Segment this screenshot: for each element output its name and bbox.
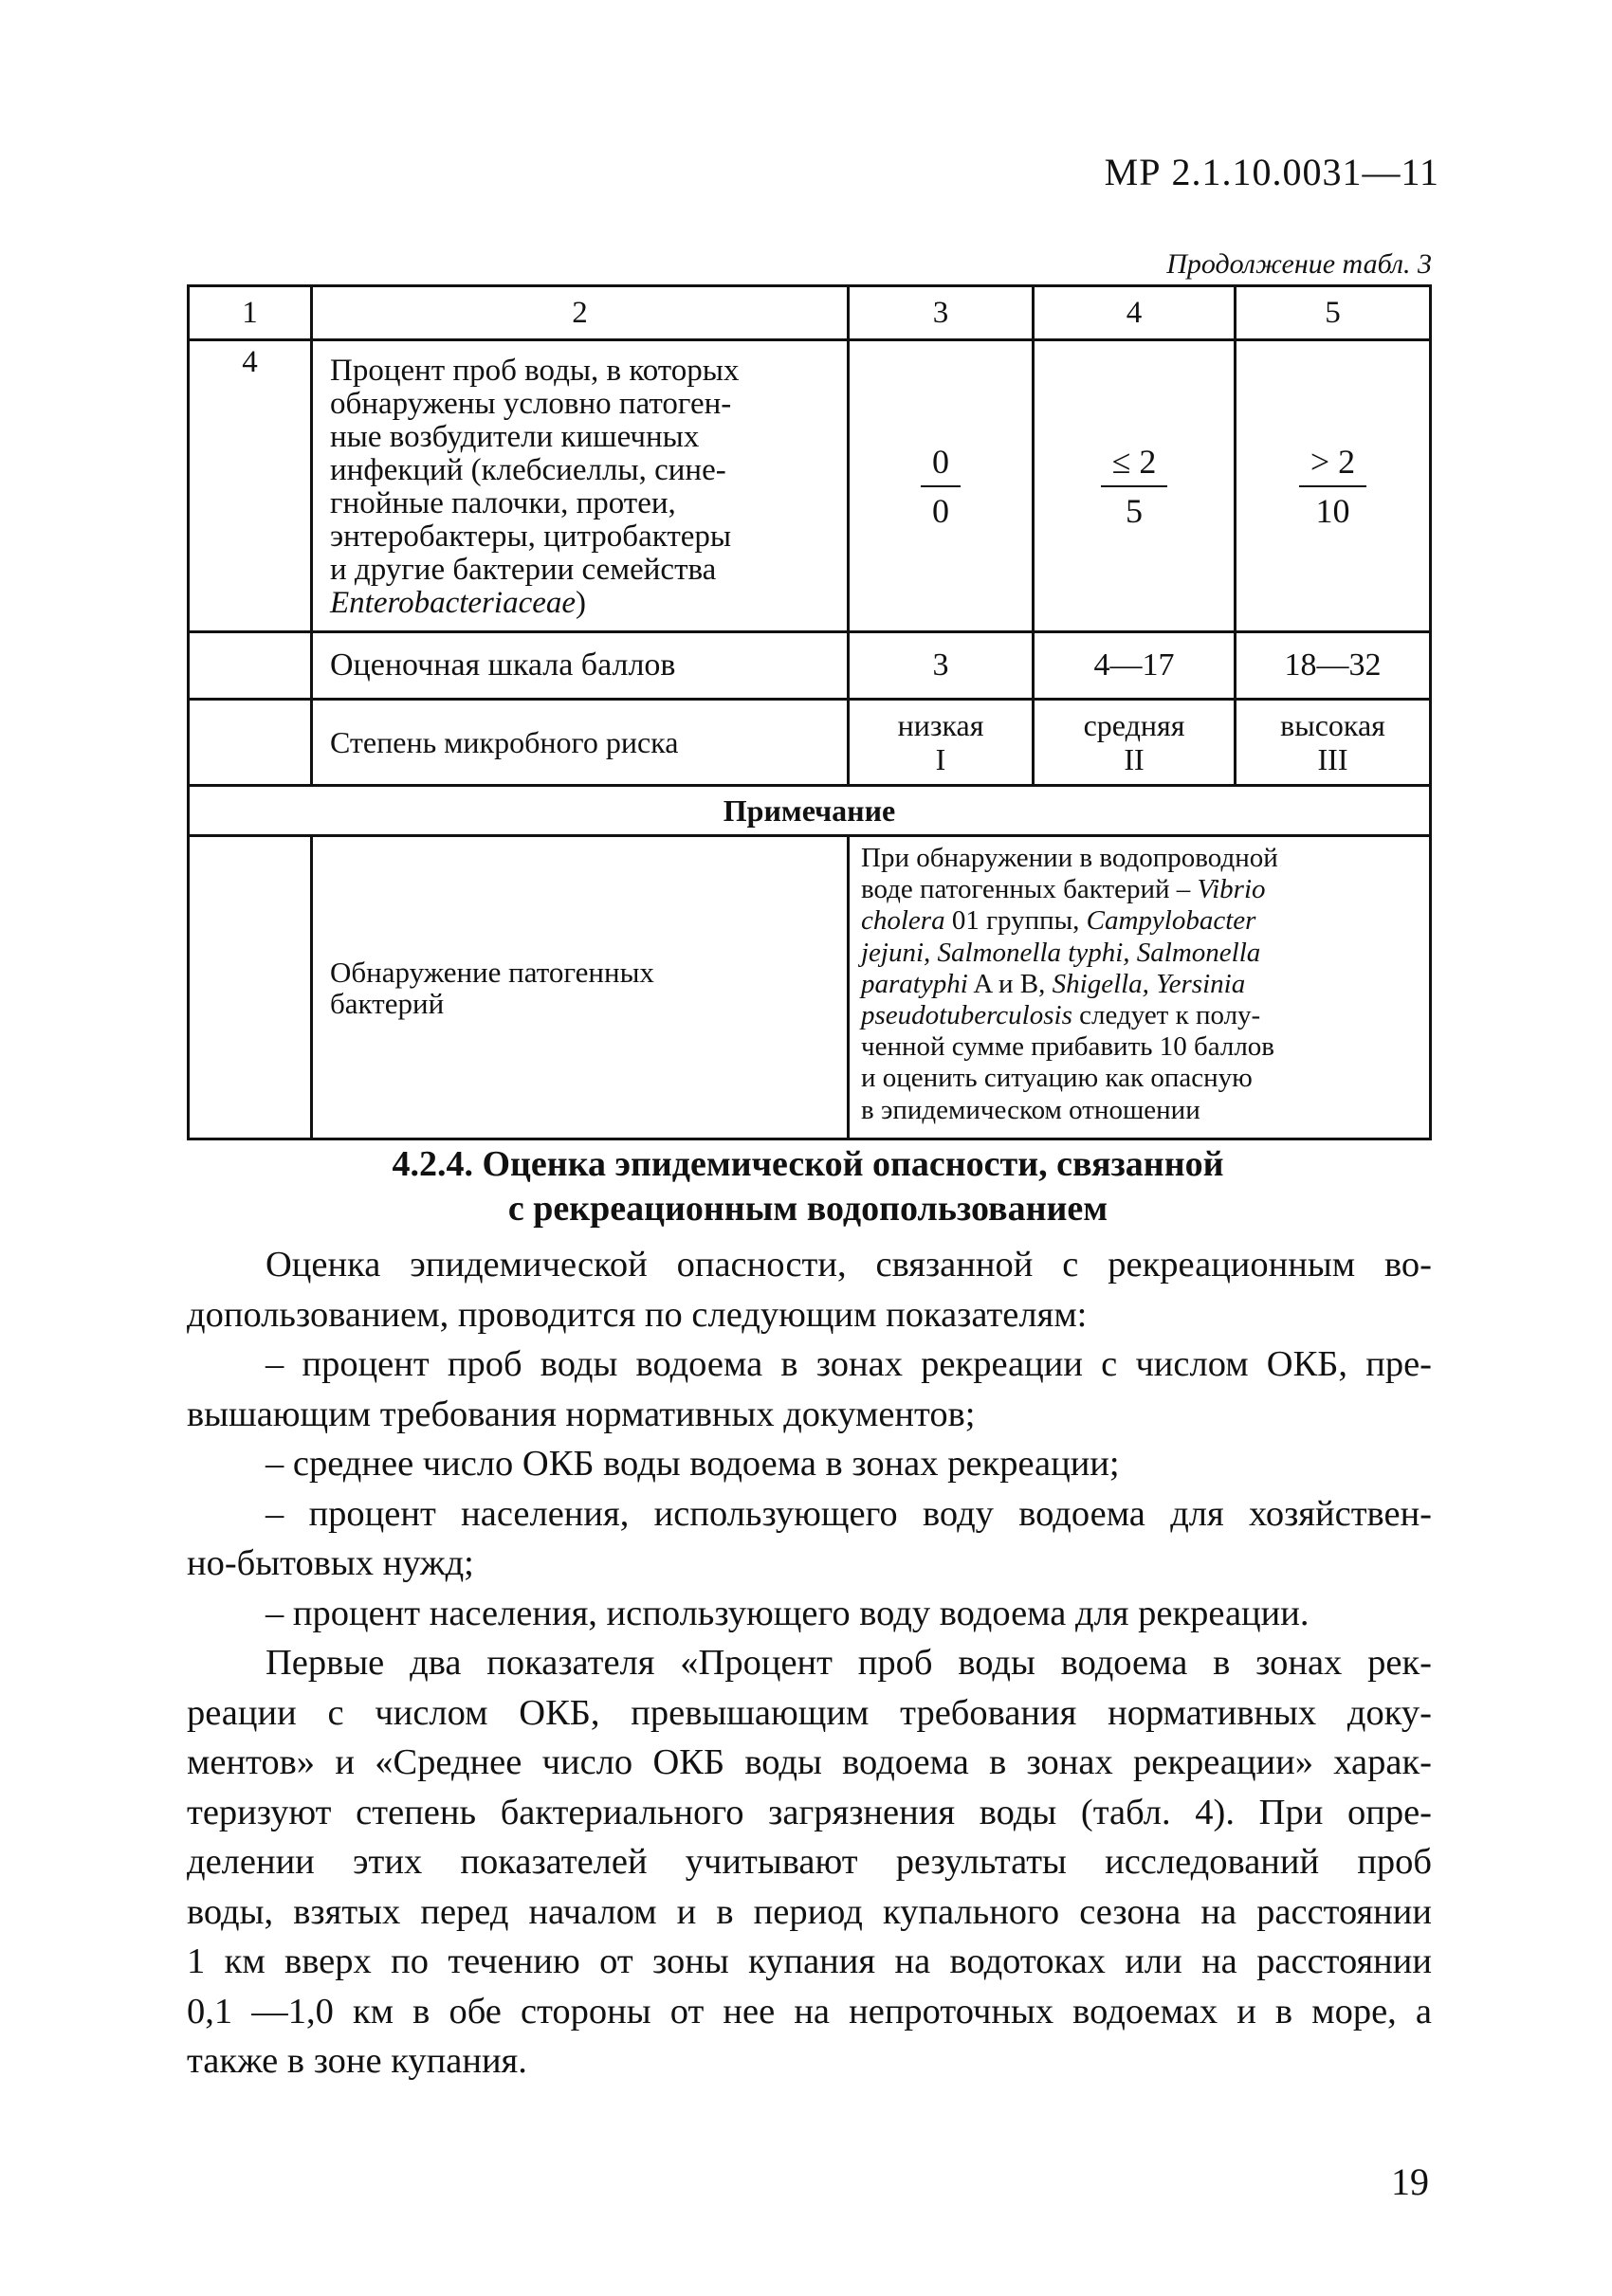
desc-italic: Enterobacteriaceae bbox=[330, 585, 577, 620]
desc-line: обнаружены условно патоген- bbox=[330, 386, 732, 421]
col-header-2: 2 bbox=[312, 286, 849, 340]
fraction-numerator: ≤ 2 bbox=[1101, 442, 1168, 487]
note-label bbox=[312, 836, 849, 1139]
body-line: 0,1 —1,0 км в обе стороны от нее на непроточных водоемах и в море, а bbox=[187, 1991, 1432, 2032]
note-line bbox=[861, 874, 1418, 905]
body-line: делении этих показателей учитывают результаты исследований проб bbox=[187, 1842, 1432, 1882]
fraction bbox=[1101, 442, 1168, 531]
note-row bbox=[189, 836, 1431, 1139]
fraction-denominator: 10 bbox=[1315, 491, 1350, 530]
score-label: Оценочная шкала баллов bbox=[312, 632, 849, 700]
desc-line: гнойные палочки, протеи, bbox=[330, 485, 676, 520]
section-title-line: с рекреационным водопользованием bbox=[507, 1189, 1108, 1229]
body-line: – процент населения, использующего воду водоема для хозяйствен- bbox=[266, 1493, 1432, 1534]
table-row bbox=[189, 340, 1431, 632]
body-line: также в зоне купания. bbox=[187, 2041, 527, 2081]
desc-line bbox=[330, 587, 830, 620]
page-number: 19 bbox=[1391, 2160, 1429, 2203]
desc-end: ) bbox=[576, 585, 587, 620]
note-fragment: paratyphi bbox=[861, 968, 968, 999]
score-row bbox=[189, 632, 1431, 700]
col-header-1: 1 bbox=[189, 286, 312, 340]
fraction bbox=[1299, 442, 1366, 531]
note-line: в эпидемическом отношении bbox=[861, 1094, 1200, 1125]
note-line bbox=[861, 1000, 1418, 1031]
risk-table bbox=[187, 284, 1432, 1140]
fraction-numerator: > 2 bbox=[1299, 442, 1366, 487]
note-fragment: Campylobacter bbox=[1086, 905, 1256, 937]
empty-cell bbox=[189, 700, 312, 786]
risk-low bbox=[849, 700, 1034, 786]
risk-word: средняя bbox=[1083, 708, 1185, 742]
risk-word: низкая bbox=[897, 708, 984, 742]
note-label-line: Обнаружение патогенных bbox=[330, 955, 654, 989]
body-line: Первые два показателя «Процент проб воды водоема в зонах рек- bbox=[266, 1643, 1432, 1683]
col-header-4: 4 bbox=[1034, 286, 1236, 340]
note-fragment: A и B, bbox=[967, 968, 1053, 999]
table-continuation-label: Продолжение табл. 3 bbox=[1166, 248, 1432, 280]
note-line: и оценить ситуацию как опасную bbox=[861, 1063, 1253, 1094]
body-line: 1 км вверх по течению от зоны купания на водотоках или на расстоянии bbox=[187, 1941, 1432, 1981]
body-line: реации с числом ОКБ, превышающим требования нормативных доку- bbox=[187, 1692, 1432, 1733]
note-fragment: воде патогенных бактерий – bbox=[861, 874, 1198, 905]
note-fragment: jejuni, Salmonella typhi, Salmonella bbox=[861, 937, 1261, 968]
note-label-line: бактерий bbox=[330, 986, 445, 1020]
note-fragment: 01 группы, bbox=[944, 905, 1087, 937]
risk-row bbox=[189, 700, 1431, 786]
note-line bbox=[861, 969, 1418, 1000]
col-header-3: 3 bbox=[849, 286, 1034, 340]
desc-line: ные возбудители кишечных bbox=[330, 419, 700, 454]
note-line bbox=[861, 938, 1418, 969]
note-fragment: cholera bbox=[861, 905, 945, 937]
body-line: – процент проб воды водоема в зонах рекреации с числом ОКБ, пре- bbox=[266, 1344, 1432, 1384]
body-line: но-бытовых нужд; bbox=[187, 1543, 474, 1583]
empty-cell bbox=[189, 836, 312, 1139]
desc-line: и другие бактерии семейства bbox=[330, 552, 717, 587]
note-line: При обнаружении в водопроводной bbox=[861, 843, 1278, 873]
row-description bbox=[312, 340, 849, 632]
score-value-5: 18—32 bbox=[1236, 632, 1431, 700]
col-header-5: 5 bbox=[1236, 286, 1431, 340]
body-line: – процент населения, использующего воду водоема для рекреации. bbox=[266, 1593, 1310, 1633]
risk-label: Степень микробного риска bbox=[312, 700, 849, 786]
body-line: воды, взятых перед началом и в период купального сезона на расстоянии bbox=[187, 1891, 1432, 1932]
note-fragment: Shigella, Yersinia bbox=[1052, 968, 1246, 999]
section-body bbox=[187, 1240, 1432, 2086]
cell-col3 bbox=[849, 340, 1034, 632]
risk-grade: III bbox=[1317, 742, 1348, 776]
risk-grade: II bbox=[1124, 742, 1145, 776]
risk-high bbox=[1236, 700, 1431, 786]
note-line: ченной сумме прибавить 10 баллов bbox=[861, 1031, 1274, 1063]
desc-line: Процент проб воды, в которых bbox=[330, 353, 740, 388]
body-line: допользованием, проводится по следующим показателям: bbox=[187, 1294, 1088, 1335]
note-text bbox=[849, 836, 1431, 1139]
score-value-4: 4—17 bbox=[1034, 632, 1236, 700]
body-line: ментов» и «Среднее число ОКБ воды водоема в зонах рекреации» харак- bbox=[187, 1742, 1432, 1782]
cell-col4 bbox=[1034, 340, 1236, 632]
risk-grade: I bbox=[935, 742, 946, 776]
section-title bbox=[187, 1142, 1429, 1231]
note-fragment: pseudotuberculosis bbox=[861, 1000, 1072, 1031]
risk-word: высокая bbox=[1280, 708, 1385, 742]
note-fragment: следует к полу- bbox=[1072, 1000, 1261, 1031]
note-header-row bbox=[189, 786, 1431, 836]
empty-cell bbox=[189, 632, 312, 700]
body-line: теризуют степень бактериального загрязнения воды (табл. 4). При опре- bbox=[187, 1792, 1432, 1832]
section-title-line: 4.2.4. Оценка эпидемической опасности, связанной bbox=[392, 1144, 1224, 1184]
note-header: Примечание bbox=[189, 786, 1431, 836]
score-value-3: 3 bbox=[849, 632, 1034, 700]
document-code: МР 2.1.10.0031—11 bbox=[1104, 151, 1439, 193]
note-line bbox=[861, 905, 1418, 937]
fraction-denominator: 0 bbox=[932, 491, 949, 530]
body-line: Оценка эпидемической опасности, связанной с рекреационным во- bbox=[266, 1245, 1432, 1285]
risk-medium bbox=[1034, 700, 1236, 786]
cell-col5 bbox=[1236, 340, 1431, 632]
desc-line: инфекций (клебсиеллы, сине- bbox=[330, 452, 726, 487]
row-number: 4 bbox=[189, 340, 312, 632]
fraction bbox=[921, 442, 961, 531]
body-line: – среднее число ОКБ воды водоема в зонах рекреации; bbox=[266, 1444, 1120, 1484]
table-header-row bbox=[189, 286, 1431, 340]
note-fragment: Vibrio bbox=[1197, 874, 1266, 905]
desc-line: энтеробактеры, цитробактеры bbox=[330, 519, 732, 554]
fraction-numerator: 0 bbox=[921, 442, 961, 487]
fraction-denominator: 5 bbox=[1125, 491, 1143, 530]
body-line: вышающим требования нормативных документов; bbox=[187, 1394, 976, 1434]
